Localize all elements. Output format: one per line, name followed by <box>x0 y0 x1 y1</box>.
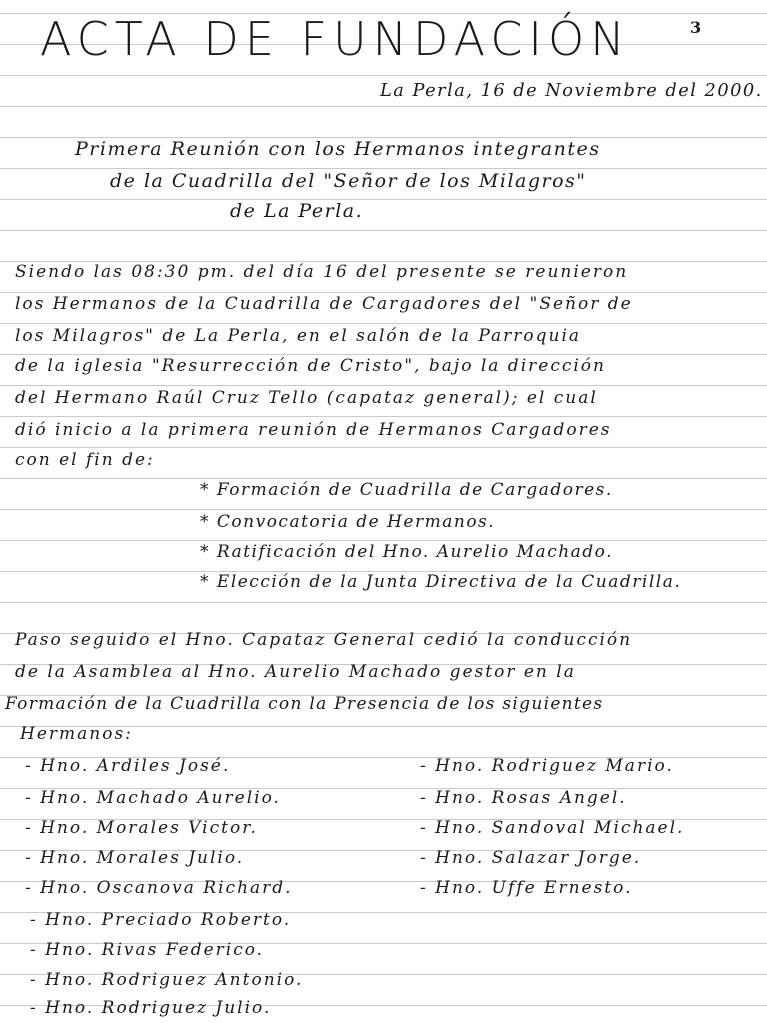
agenda-item: * Convocatoria de Hermanos. <box>200 512 496 532</box>
paragraph-line: los Hermanos de la Cuadrilla de Cargadores del "Señor de <box>15 294 633 314</box>
paragraph-line: Paso seguido el Hno. Capataz General cedió la conducción <box>15 630 633 650</box>
paragraph-line: Siendo las 08:30 pm. del día 16 del presente se reunieron <box>15 262 629 282</box>
paragraph-line: de la iglesia "Resurrección de Cristo", bajo la dirección <box>15 356 606 376</box>
member-name: - Hno. Preciado Roberto. <box>30 910 292 930</box>
paragraph-line: de la Asamblea al Hno. Aurelio Machado gestor en la <box>15 662 576 682</box>
document-title: ACTA DE FUNDACIÓN <box>40 12 631 66</box>
member-name: - Hno. Machado Aurelio. <box>25 788 281 808</box>
paragraph-line: Hermanos: <box>20 724 133 744</box>
member-name: - Hno. Rosas Angel. <box>420 788 627 808</box>
agenda-item: * Formación de Cuadrilla de Cargadores. <box>200 480 613 500</box>
subtitle-line: Primera Reunión con los Hermanos integrantes <box>75 138 601 160</box>
member-name: - Hno. Salazar Jorge. <box>420 848 642 868</box>
agenda-item: * Ratificación del Hno. Aurelio Machado. <box>200 542 614 562</box>
member-name: - Hno. Rodriguez Mario. <box>420 756 674 776</box>
subtitle-line: de La Perla. <box>230 200 364 222</box>
paragraph-line: del Hermano Raúl Cruz Tello (capataz general); el cual <box>15 388 598 408</box>
member-name: - Hno. Morales Victor. <box>25 818 258 838</box>
subtitle-line: de la Cuadrilla del "Señor de los Milagros" <box>110 170 587 192</box>
member-name: - Hno. Rodriguez Julio. <box>30 998 272 1018</box>
member-name: - Hno. Morales Julio. <box>25 848 245 868</box>
member-name: - Hno. Uffe Ernesto. <box>420 878 633 898</box>
page-number: 3 <box>690 18 703 37</box>
member-name: - Hno. Ardiles José. <box>25 756 231 776</box>
paragraph-line: con el fin de: <box>15 450 155 470</box>
member-name: - Hno. Rivas Federico. <box>30 940 265 960</box>
paragraph-line: los Milagros" de La Perla, en el salón de la Parroquia <box>15 326 582 346</box>
paragraph-line: Formación de la Cuadrilla con la Presencia de los siguientes <box>5 694 604 714</box>
agenda-item: * Elección de la Junta Directiva de la Cuadrilla. <box>200 572 682 592</box>
paragraph-line: dió inicio a la primera reunión de Hermanos Cargadores <box>15 420 612 440</box>
member-name: - Hno. Sandoval Michael. <box>420 818 685 838</box>
document-date: La Perla, 16 de Noviembre del 2000. <box>380 80 763 101</box>
member-name: - Hno. Rodriguez Antonio. <box>30 970 304 990</box>
member-name: - Hno. Oscanova Richard. <box>25 878 293 898</box>
